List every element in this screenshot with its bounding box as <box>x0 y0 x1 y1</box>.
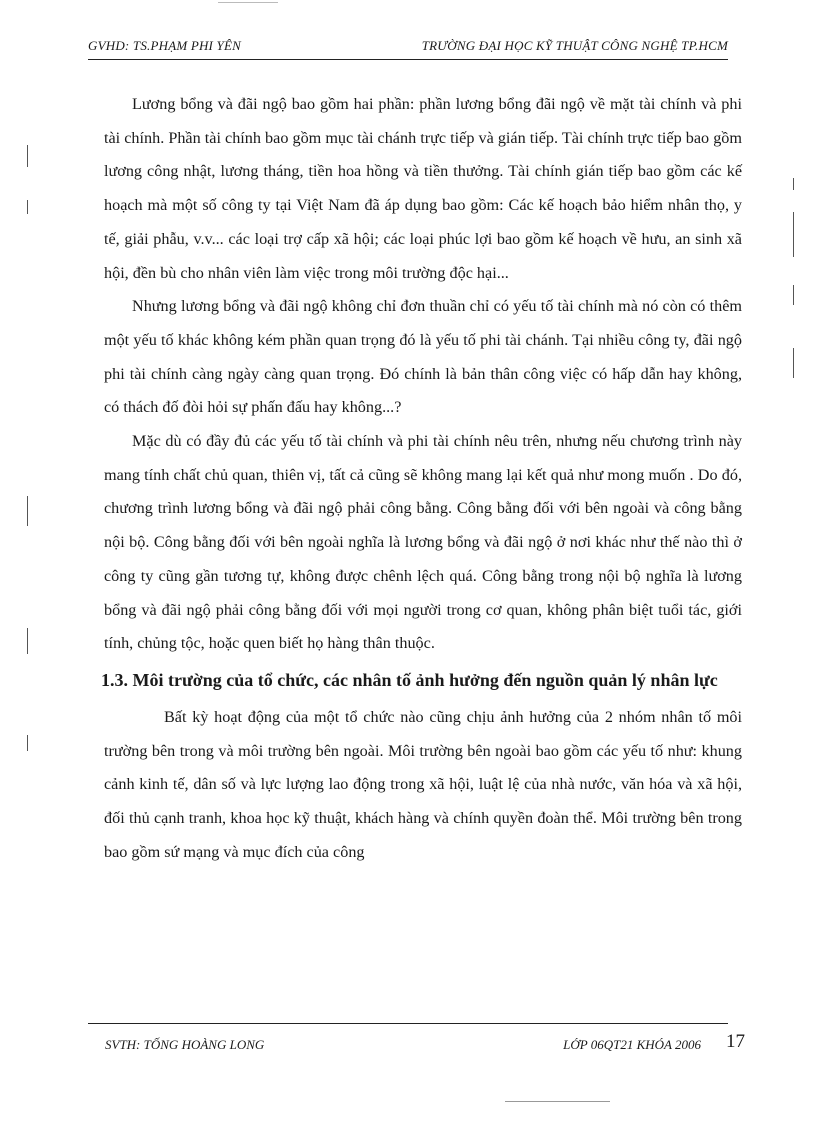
page-number: 17 <box>726 1031 745 1052</box>
section-heading: 1.3. Môi trường của tổ chức, các nhân tố ảnh hưởng đến nguồn quản lý nhân lực <box>101 669 718 690</box>
header-university: TRƯỜNG ĐẠI HỌC KỸ THUẬT CÔNG NGHỆ TP.HCM <box>421 38 728 53</box>
scan-mark <box>793 178 794 190</box>
paragraph-fairness: Mặc dù có đầy đủ các yếu tố tài chính và phi tài chính nêu trên, nhưng nếu chương trình này mang tính chất chủ quan, thiên vị, tất cả cũng sẽ không mang lại kết quả như mong muốn . Do đó, chương trình lương bổng và đãi ngộ phải công bằng. Công bằng đối với bên ngoài và công bằng nội bộ. Công bằng đối với bên ngoài nghĩa là lương bổng và đãi ngộ ở nơi khác như thế nào thì ở công ty cũng gần tương tự, không được chênh lệch quá. Công bằng trong nội bộ nghĩa là lương bổng và đãi ngộ phải công bằng đối với mọi người trong cơ quan, không phân biệt tuổi tác, giới tính, chủng tộc, hoặc quen biết họ hàng thân thuộc. <box>104 432 742 653</box>
header-rule <box>88 59 728 60</box>
paragraph-environment: Bất kỳ hoạt động của một tổ chức nào cũng chịu ảnh hưởng của 2 nhóm nhân tố môi trường bên trong và môi trường bên ngoài. Môi trường bên ngoài bao gồm các yếu tố như: khung cảnh kinh tế, dân số và lực lượng lao động trong xã hội, luật lệ của nhà nước, văn hóa và xã hội, đối thủ cạnh tranh, khoa học kỹ thuật, khách hàng và chính quyền đoàn thể. Môi trường bên trong bao gồm sứ mạng và mục đích của công <box>104 707 742 861</box>
page-header <box>88 36 728 58</box>
footer-student: SVTH: TỐNG HOÀNG LONG <box>105 1037 265 1052</box>
scan-line <box>218 2 278 3</box>
scan-mark <box>793 285 794 305</box>
footer-rule <box>88 1023 728 1024</box>
paragraph-non-financial: Nhưng lương bổng và đãi ngộ không chỉ đơn thuần chỉ có yếu tố tài chính mà nó còn có thêm một yếu tố khác không kém phần quan trọng đó là yếu tố phi tài chánh. Tại nhiều công ty, đãi ngộ phi tài chính càng ngày càng quan trọng. Đó chính là bản thân công việc có hấp dẫn hay không, có thách đố đòi hỏi sự phấn đấu hay không...? <box>104 297 742 417</box>
page-footer <box>105 1033 745 1057</box>
scan-mark <box>27 628 28 654</box>
header-advisor: GVHD: TS.PHẠM PHI YÊN <box>88 38 241 53</box>
footer-class: LỚP 06QT21 KHÓA 2006 <box>563 1037 701 1052</box>
scan-mark <box>27 496 28 526</box>
body-text <box>101 88 742 869</box>
scan-mark <box>27 735 28 751</box>
scan-mark <box>793 348 794 378</box>
scan-mark <box>793 212 794 257</box>
scan-line <box>505 1101 610 1102</box>
scan-mark <box>27 145 28 167</box>
scan-mark <box>27 200 28 214</box>
paragraph-compensation-overview: Lương bổng và đãi ngộ bao gồm hai phần: phần lương bổng đãi ngộ về mặt tài chính và phi tài chính. Phần tài chính bao gồm mục tài chánh trực tiếp và gián tiếp. Tài chính trực tiếp bao gồm lương công nhật, lương tháng, tiền hoa hồng và tiền thưởng. Tài chính gián tiếp bao gồm các kế hoạch mà một số công ty tại Việt Nam đã áp dụng bao gồm: Các kế hoạch bảo hiểm nhân thọ, y tế, giải phẫu, v.v... các loại trợ cấp xã hội; các loại phúc lợi bao gồm kế hoạch về hưu, an sinh xã hội, đền bù cho nhân viên làm việc trong môi trường độc hại... <box>104 95 742 282</box>
